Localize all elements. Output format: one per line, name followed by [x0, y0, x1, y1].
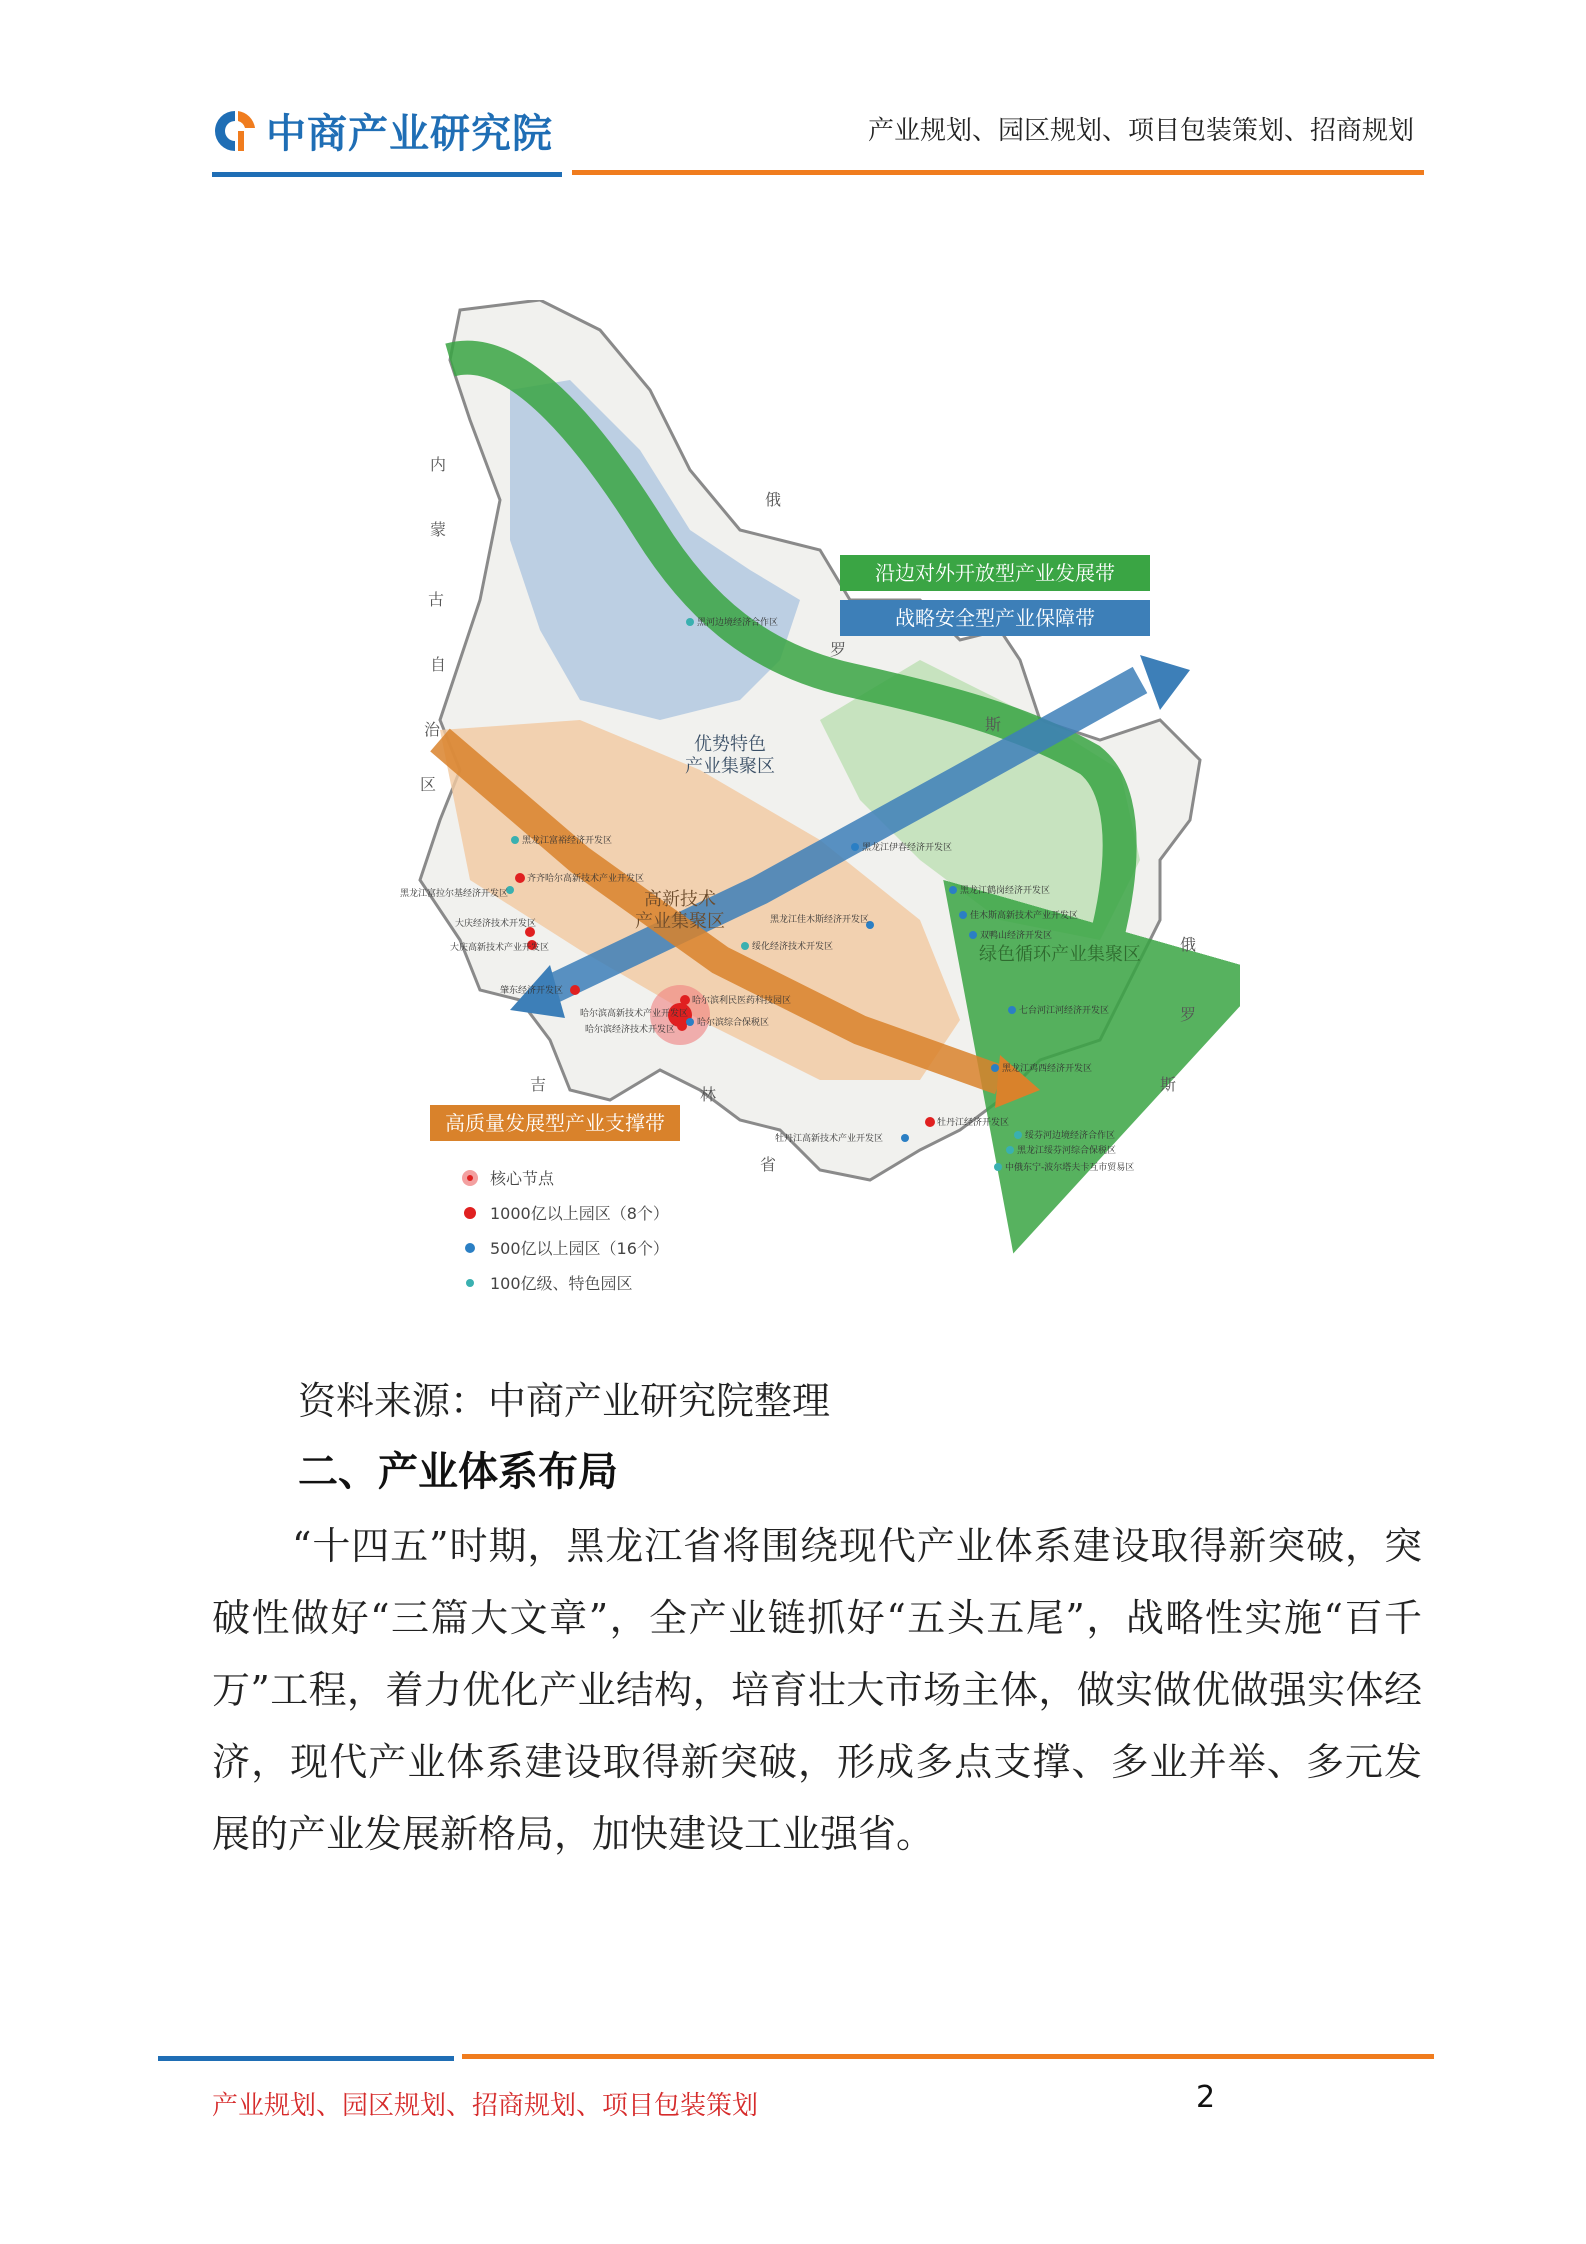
legend-label: 核心节点 — [490, 1169, 555, 1188]
park-label: 黑龙江富裕经济开发区 — [522, 836, 613, 846]
neighbor-label: 省 — [760, 1155, 777, 1174]
park-label: 哈尔滨经济技术开发区 — [585, 1025, 676, 1035]
neighbor-label: 蒙 — [430, 520, 447, 539]
park-label: 绥芬河边境经济合作区 — [1025, 1131, 1116, 1141]
neighbor-label: 自 — [430, 655, 447, 674]
park-label: 大庆高新技术产业开发区 — [450, 943, 550, 953]
park-label: 牡丹江高新技术产业开发区 — [775, 1134, 884, 1144]
park-label: 黑龙江佳木斯经济开发区 — [770, 915, 870, 925]
zone-north-label-1: 优势特色 — [694, 734, 766, 755]
map-legend — [462, 1169, 669, 1293]
park-label: 哈尔滨利民医药科技园区 — [692, 996, 792, 1006]
logo-icon — [212, 108, 258, 154]
section-title: 二、产业体系布局 — [298, 1449, 618, 1495]
footer-rule-orange — [462, 2054, 1434, 2059]
page-number: 2 — [1196, 2080, 1216, 2115]
park-label: 黑龙江绥芬河综合保税区 — [1017, 1146, 1117, 1156]
legend-label: 1000亿以上园区（8个） — [490, 1204, 669, 1223]
zone-tech-label-2: 产业集聚区 — [635, 911, 725, 932]
neighbor-label: 区 — [420, 775, 437, 794]
legend-label: 100亿级、特色园区 — [490, 1274, 633, 1293]
neighbor-label: 古 — [428, 590, 445, 609]
band-green-label: 沿边对外开放型产业发展带 — [875, 561, 1115, 585]
header-rule-orange — [572, 170, 1424, 175]
map-svg — [400, 300, 1240, 1330]
park-label: 七台河江河经济开发区 — [1019, 1006, 1110, 1016]
neighbor-label: 俄 — [1180, 935, 1197, 954]
neighbor-label: 林 — [700, 1085, 717, 1104]
park-label: 黑龙江鸡西经济开发区 — [1002, 1064, 1093, 1074]
park-label: 中俄东宁-波尔塔夫卡互市贸易区 — [1005, 1163, 1135, 1173]
footer-rule-blue — [158, 2056, 454, 2061]
logo-text: 中商产业研究院 — [266, 111, 553, 157]
band-blue-label: 战略安全型产业保障带 — [895, 606, 1095, 630]
neighbor-label: 俄 — [765, 490, 782, 509]
band-blue-head — [1140, 655, 1190, 710]
park-label: 齐齐哈尔高新技术产业开发区 — [527, 874, 645, 884]
park-label: 黑龙江富拉尔基经济开发区 — [400, 889, 509, 899]
neighbor-label: 斯 — [985, 715, 1002, 734]
neighbor-label: 吉 — [530, 1075, 547, 1094]
park-label: 双鸭山经济开发区 — [980, 931, 1053, 941]
header-logo — [212, 102, 553, 159]
park-label: 哈尔滨综合保税区 — [697, 1018, 770, 1028]
zone-north-label-2: 产业集聚区 — [685, 756, 775, 777]
body-paragraph: “十四五”时期，黑龙江省将围绕现代产业体系建设取得新突破，突破性做好“三篇大文章”，全产业链抓好“五头五尾”，战略性实施“百千万”工程，着力优化产业结构，培育壮大市场主体，做实做优做强实体经济，现代产业体系建设取得新突破，形成多点支撑、多业并举、多元发展的产业发展新格局，加快建设工业强省。 — [212, 1524, 1422, 1856]
neighbor-label: 罗 — [1180, 1005, 1197, 1024]
park-label: 绥化经济技术开发区 — [752, 942, 834, 952]
header-rule-blue — [212, 172, 562, 177]
park-label: 牡丹江经济开发区 — [937, 1118, 1010, 1128]
industry-layout-map — [400, 300, 1240, 1330]
park-label: 黑河边境经济合作区 — [697, 618, 779, 628]
park-label: 黑龙江鹤岗经济开发区 — [960, 886, 1051, 896]
park-label: 黑龙江伊春经济开发区 — [862, 843, 953, 853]
park-label: 肇东经济开发区 — [500, 986, 564, 996]
neighbor-label: 斯 — [1160, 1075, 1177, 1094]
legend-swatch-1000 — [464, 1207, 476, 1219]
header-tagline: 产业规划、园区规划、项目包装策划、招商规划 — [867, 116, 1414, 146]
park-label: 哈尔滨高新技术产业开发区 — [580, 1009, 689, 1019]
legend-swatch-core-center — [467, 1175, 473, 1181]
zone-tech-label-1: 高新技术 — [644, 889, 716, 910]
legend-swatch-100 — [466, 1279, 474, 1287]
park-label: 大庆经济技术开发区 — [455, 919, 537, 929]
legend-label: 500亿以上园区（16个） — [490, 1239, 669, 1258]
park-label: 佳木斯高新技术产业开发区 — [970, 911, 1079, 921]
neighbor-label: 罗 — [830, 640, 847, 659]
neighbor-label: 内 — [430, 455, 447, 474]
zone-green-label: 绿色循环产业集聚区 — [979, 944, 1141, 965]
band-orange-label: 高质量发展型产业支撑带 — [445, 1111, 665, 1135]
figure-source: 资料来源：中商产业研究院整理 — [298, 1379, 831, 1423]
footer-tagline: 产业规划、园区规划、招商规划、项目包装策划 — [212, 2091, 759, 2121]
neighbor-label: 治 — [424, 720, 441, 739]
legend-swatch-500 — [465, 1243, 475, 1253]
